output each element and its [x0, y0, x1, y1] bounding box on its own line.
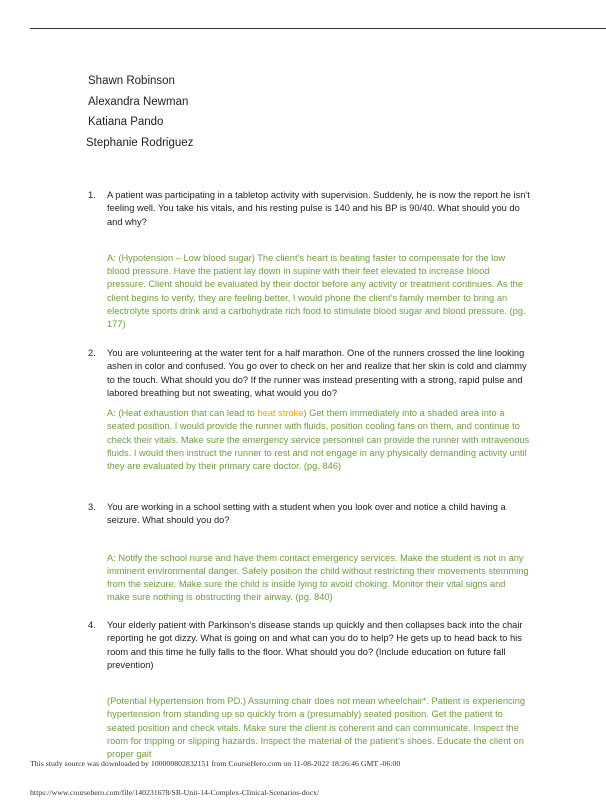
question-number: 2.	[88, 348, 96, 358]
question-item	[88, 619, 530, 762]
author-name: Shawn Robinson	[88, 75, 175, 87]
answer-text: (Potential Hypertension from PD.) Assuming chair does not mean wheelchair*. Patient is experiencing hypertension from standing up so quickly from a (presumably) seated position. Get the patient to seated position and check vitals. Make sure the client is coherent and can communicate. Inspect the room for tripping or slipping hazards. Inspect the material of the patient’s shoes. Educate the client on proper gait	[107, 696, 526, 760]
highlighted-term: heat stroke	[257, 408, 304, 419]
source-url[interactable]: https://www.coursehero.com/file/140231678/SR-Unit-14-Complex-Clinical-Scenarios-docx/	[30, 788, 320, 797]
question-text: A patient was participating in a tabletop activity with supervision. Suddenly, he is now the report he isn't feeling well. You take his vitals, and his resting pulse is 140 and his BP is 90/40. What should you do and why?	[107, 190, 530, 227]
download-notice: This study source was downloaded by 100000802832151 from CourseHero.com on 11-08-2022 18:26:46 GMT -06:00	[30, 759, 401, 768]
author-name: Katiana Pando	[88, 116, 164, 128]
question-number: 1.	[88, 190, 96, 200]
question-text: Your elderly patient with Parkinson’s disease stands up quickly and then collapses back into the chair reporting he got dizzy. What is going on and what can you do to help? He gets up to head back to his room and this time he fully falls to the floor. What should you do? (Include education on future fall prevention)	[107, 620, 523, 670]
top-divider	[30, 28, 606, 29]
question-number: 4.	[88, 620, 96, 630]
answer-text: A: (Hypotension – Low blood sugar) The client’s heart is beating faster to compensate for the low blood pressure. Have the patient lay down in supine with their feet elevated to increase blood pressure. Client should be evaluated by their doctor before any activity or treatment continues. As the client begins to verify, they are feeling better, I would phone the client’s family member to bring an electrolyte sports drink and a carbohydrate rich food to stimulate blood sugar and blood pressure. (pg. 177)	[107, 252, 526, 330]
answer-suffix: ) Get them immediately into a shaded area into a seated position. I would provide the runner with fluids, position cooling fans on them, and continue to check their vitals. Make sure the emergency service personnel can provide the runner with intravenous fluids. I would then instruct the runner to rest and not engage in any physically demanding activity until they are evaluated by their primary care doctor. (pg. 846)	[107, 408, 530, 472]
answer-text	[107, 407, 530, 473]
question-text: You are volunteering at the water tent for a half marathon. One of the runners crossed the line looking ashen in color and confused. You go over to check on her and realize that her skin is cold and clammy to the touch. What should you do? If the runner was instead presenting with a strong, rapid pulse and labored breathing but not sweating, what would you do?	[107, 348, 527, 398]
author-name: Alexandra Newman	[88, 95, 189, 108]
question-item	[88, 347, 530, 474]
author-name: Stephanie Rodriguez	[86, 136, 194, 149]
question-number: 3.	[88, 502, 96, 512]
question-text: You are working in a school setting with a student when you look over and notice a child having a seizure. What should you do?	[107, 502, 506, 526]
answer-text: A: Notify the school nurse and have them contact emergency services. Make the student is not in any imminent environmental danger. Safely position the child without restricting their movements stemming from the seizure. Make sure the child is inside lying to avoid choking. Monitor their vital signs and make sure nothing is obstructing their airway. (pg. 840)	[107, 552, 529, 603]
author-list	[88, 71, 193, 153]
question-item	[88, 189, 530, 332]
question-item	[88, 501, 530, 605]
answer-prefix: A: (Heat exhaustion that can lead to	[107, 408, 258, 419]
